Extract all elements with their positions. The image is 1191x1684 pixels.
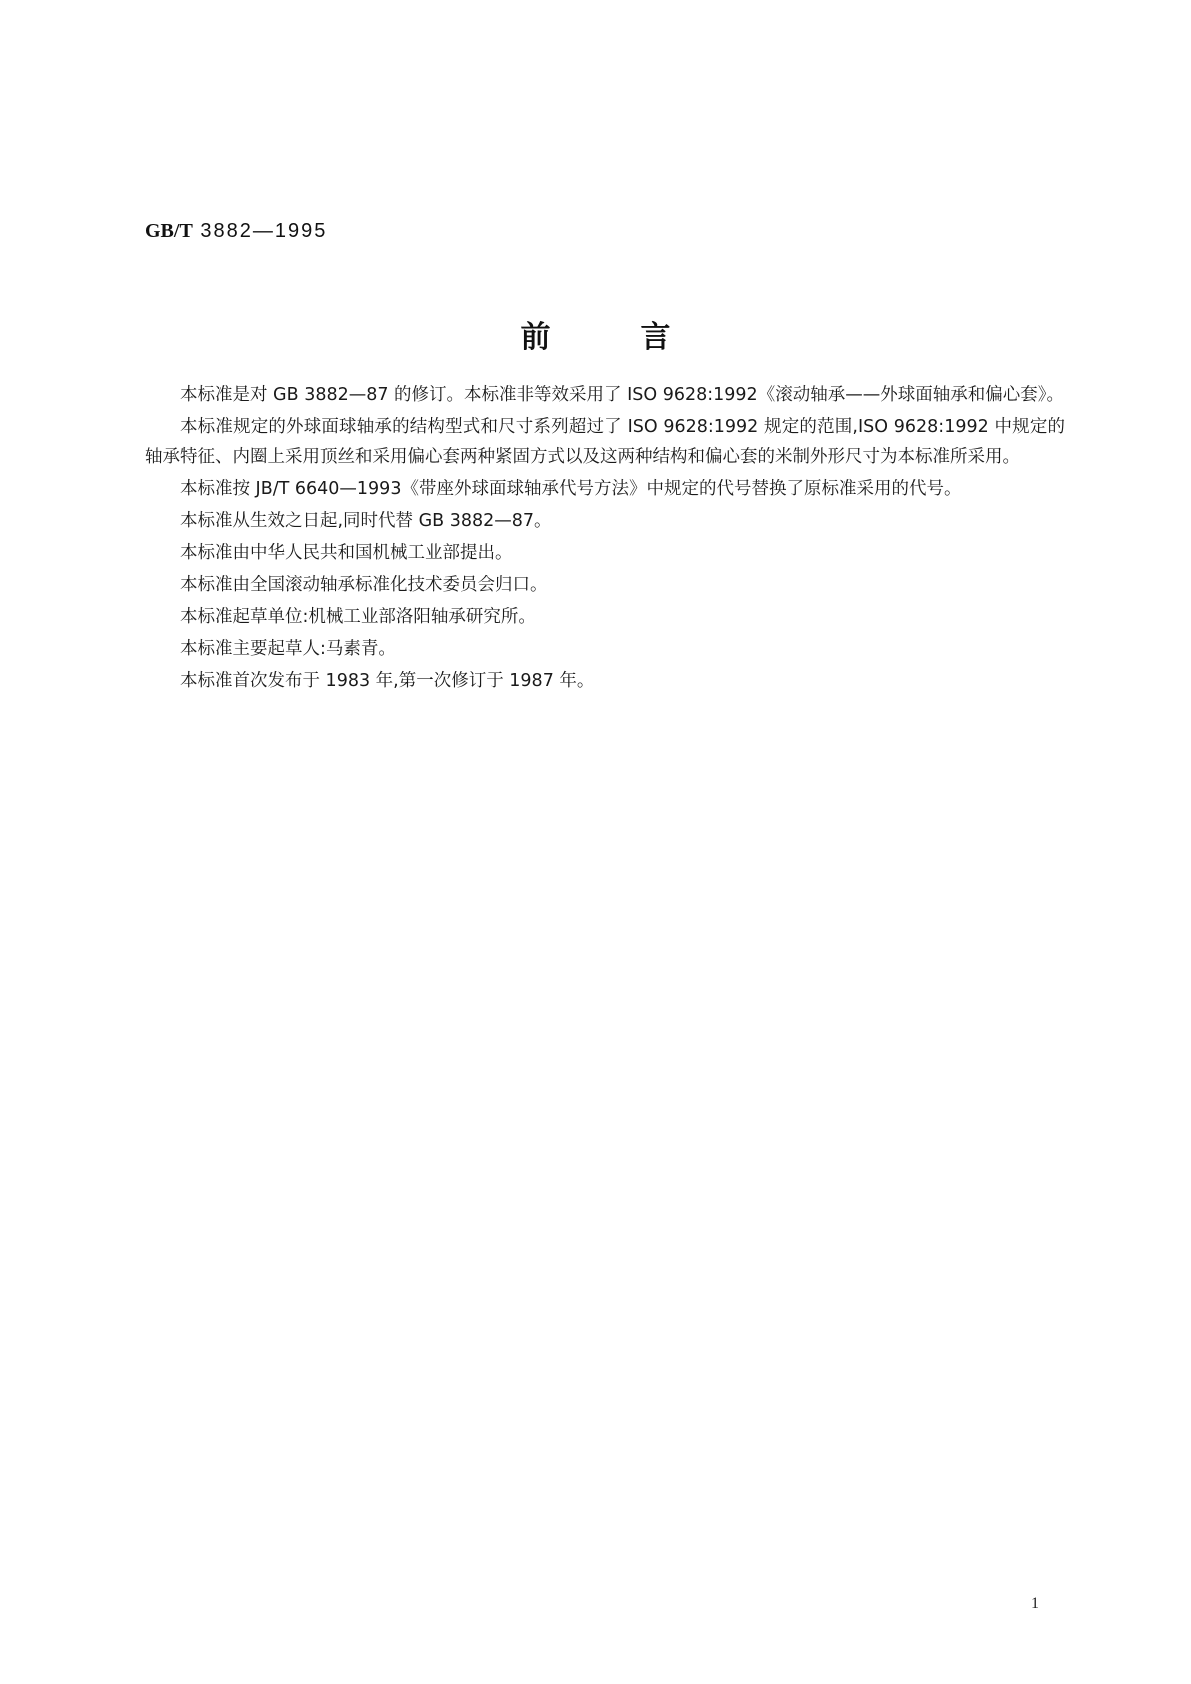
paragraph-history: 本标准首次发布于 1983 年,第一次修订于 1987 年。: [180, 671, 595, 691]
foreword-title: 前言: [520, 320, 761, 355]
standard-code-number: 3882—1995: [200, 220, 328, 242]
paragraph-replaces: 本标准从生效之日起,同时代替 GB 3882—87。: [180, 511, 552, 531]
paragraph-scope: 本标准规定的外球面球轴承的结构型式和尺寸系列超过了 ISO 9628:1992 规定的范围,ISO 9628:1992 中规定的轴承特征、内圈上采用顶丝和采用偏心套两种紧固方式以及这两种结构和偏心套的米制外形尺寸为本标准所采用。: [145, 417, 1065, 467]
standard-code: [145, 220, 327, 243]
paragraph-drafter: 本标准主要起草人:马素青。: [180, 639, 396, 659]
paragraph-proposed-by: 本标准由中华人民共和国机械工业部提出。: [180, 543, 513, 563]
paragraph-drafting-unit: 本标准起草单位:机械工业部洛阳轴承研究所。: [180, 607, 536, 627]
foreword-body: [145, 380, 1065, 698]
standard-code-prefix: GB/T: [145, 220, 193, 242]
page-number: 1: [1031, 1595, 1039, 1612]
paragraph-designation: 本标准按 JB/T 6640—1993《带座外球面球轴承代号方法》中规定的代号替换了原标准采用的代号。: [180, 479, 962, 499]
paragraph-managed-by: 本标准由全国滚动轴承标准化技术委员会归口。: [180, 575, 548, 595]
paragraph-revision: 本标准是对 GB 3882—87 的修订。本标准非等效采用了 ISO 9628:1992《滚动轴承——外球面轴承和偏心套》。: [180, 385, 1064, 405]
